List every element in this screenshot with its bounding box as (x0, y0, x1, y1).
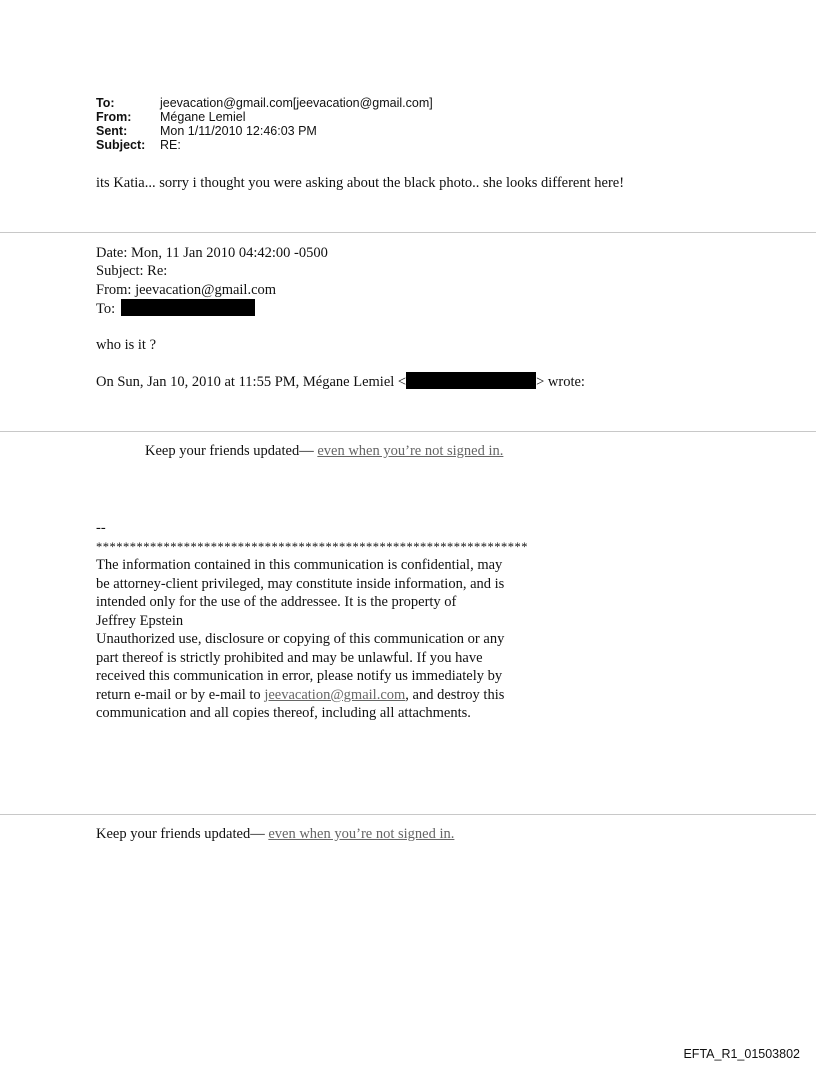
disclaimer-text-3: , and destroy this communication and all copies thereof, including all attachments. (96, 686, 505, 721)
disclaimer-dashes: -- (96, 520, 106, 536)
header-subject-value: RE: (160, 138, 181, 152)
promo-1-text: Keep your friends updated— (145, 443, 318, 459)
promo-1-link[interactable]: even when you’re not signed in. (317, 443, 504, 459)
disclaimer-text-2: Unauthorized use, disclosure or copying of this communication or any part thereof is strictly prohibited and may be unlawful. If you have received this communication in error, please notify us immediately by return e-mail or by e-mail to (96, 631, 505, 703)
disclaimer-block (96, 519, 528, 723)
redaction-box (121, 299, 255, 316)
disclaimer-stars: **************************************************************** (96, 539, 528, 554)
header-sent-row (96, 124, 433, 138)
header-subject-row (96, 138, 433, 152)
quoted-body: who is it ? (96, 337, 157, 353)
redaction-box (406, 372, 536, 389)
quoted-on-line (96, 372, 585, 391)
header-from-label: From: (96, 110, 132, 124)
header-sent-label: Sent: (96, 124, 128, 138)
quoted-on-suffix: > wrote: (536, 374, 585, 390)
email-header (96, 96, 433, 152)
quoted-from: From: jeevacation@gmail.com (96, 282, 277, 298)
reply-body: its Katia... sorry i thought you were asking about the black photo.. she looks different here! (96, 175, 625, 191)
disclaimer-email-link[interactable]: jeevacation@gmail.com (264, 686, 406, 703)
header-to-row (96, 96, 433, 110)
promo-line-2 (96, 825, 454, 843)
quoted-to-row (96, 299, 255, 318)
disclaimer-owner: Jeffrey Epstein (96, 612, 184, 629)
header-to-label: To: (96, 96, 115, 110)
divider-2 (0, 431, 816, 432)
header-from-value: Mégane Lemiel (160, 110, 246, 124)
promo-2-text: Keep your friends updated— (96, 826, 269, 842)
quoted-to-label: To: (96, 301, 116, 317)
quoted-subject: Subject: Re: (96, 263, 168, 279)
header-from-row (96, 110, 433, 124)
quoted-date: Date: Mon, 11 Jan 2010 04:42:00 -0500 (96, 245, 328, 261)
document-id: EFTA_R1_01503802 (683, 1047, 800, 1061)
divider-1 (0, 232, 816, 233)
divider-3 (0, 814, 816, 815)
header-to-value: jeevacation@gmail.com[jeevacation@gmail.com] (160, 96, 433, 110)
promo-line-1 (145, 442, 503, 460)
disclaimer-text-1: The information contained in this communication is confidential, may be attorney-client privileged, may constitute inside information, and is intended only for the use of the addressee. It is the property of (96, 557, 505, 610)
header-sent-value: Mon 1/11/2010 12:46:03 PM (160, 124, 317, 138)
disclaimer-text-2-wrap (96, 630, 516, 723)
header-subject-label: Subject: (96, 138, 146, 152)
quoted-on-prefix: On Sun, Jan 10, 2010 at 11:55 PM, Mégane Lemiel < (96, 374, 407, 390)
promo-2-link[interactable]: even when you’re not signed in. (268, 826, 455, 842)
